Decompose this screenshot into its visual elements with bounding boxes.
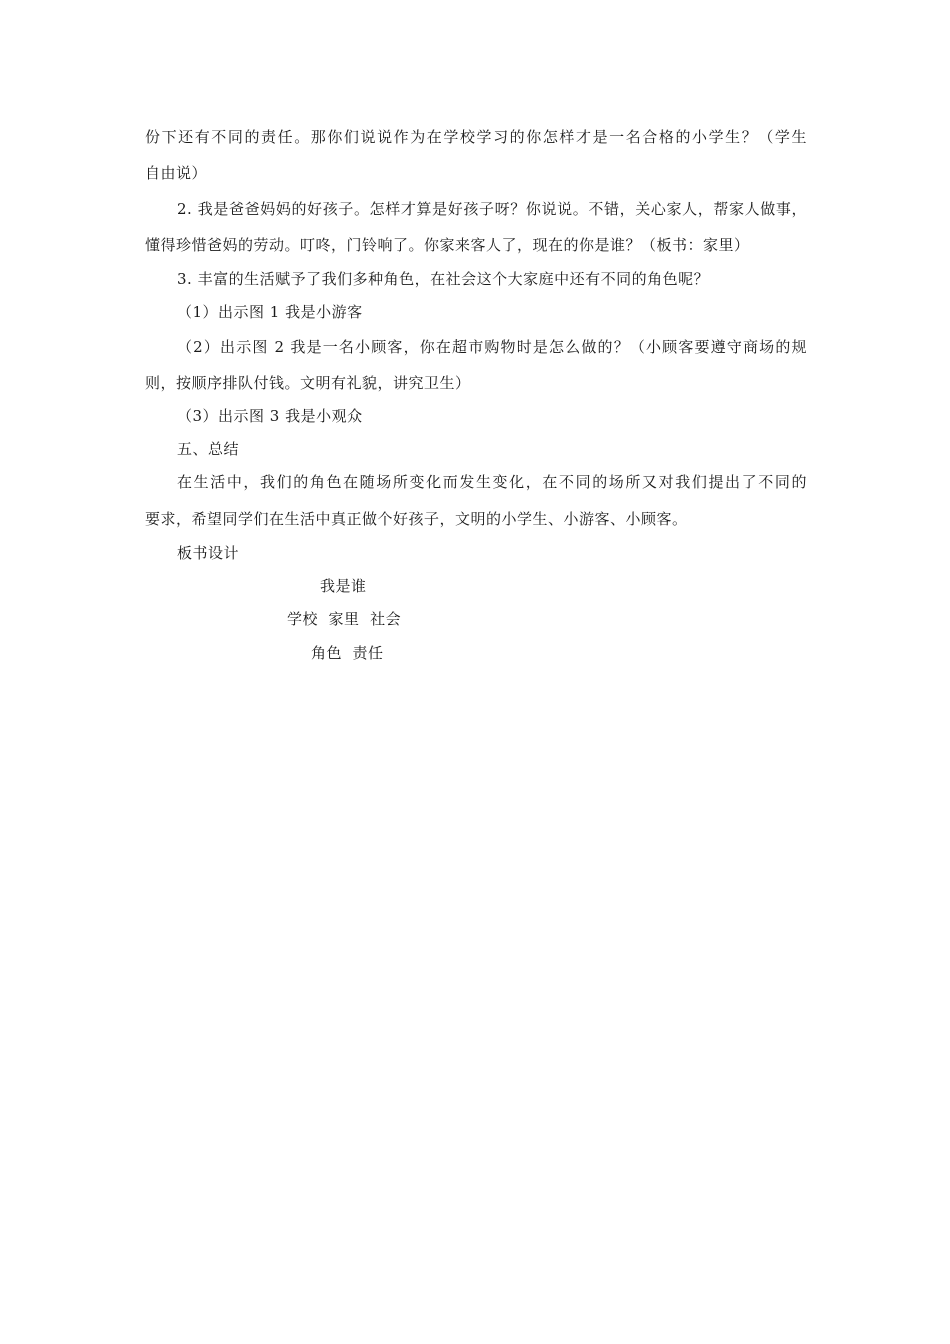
- paragraph-line: 自由说）: [145, 164, 208, 182]
- list-item: （3）出示图 3 我是小观众: [177, 407, 363, 425]
- section-heading: 五、总结: [177, 440, 240, 458]
- list-item: （1）出示图 1 我是小游客: [177, 303, 363, 321]
- list-item-continuation: 则，按顺序排队付钱。文明有礼貌，讲究卫生）: [145, 374, 471, 392]
- board-title: 我是谁: [320, 577, 367, 595]
- paragraph-line: 懂得珍惜爸妈的劳动。叮咚，门铃响了。你家来客人了，现在的你是谁？（板书：家里）: [145, 236, 750, 254]
- board-row: 角色 责任: [311, 644, 384, 662]
- paragraph-line: 2. 我是爸爸妈妈的好孩子。怎样才算是好孩子呀？你说说。不错，关心家人，帮家人做事，: [177, 200, 807, 218]
- board-design-heading: 板书设计: [177, 544, 240, 562]
- list-item: （2）出示图 2 我是一名小顾客，你在超市购物时是怎么做的？（小顾客要遵守商场的规: [177, 338, 807, 356]
- paragraph-line: 份下还有不同的责任。那你们说说作为在学校学习的你怎样才是一名合格的小学生？（学生: [145, 128, 807, 146]
- board-row: 学校 家里 社会: [287, 610, 402, 628]
- paragraph-line: 要求，希望同学们在生活中真正做个好孩子，文明的小学生、小游客、小顾客。: [145, 510, 688, 528]
- paragraph-line: 3. 丰富的生活赋予了我们多种角色，在社会这个大家庭中还有不同的角色呢？: [177, 270, 710, 288]
- paragraph-line: 在生活中，我们的角色在随场所变化而发生变化，在不同的场所又对我们提出了不同的: [177, 473, 807, 491]
